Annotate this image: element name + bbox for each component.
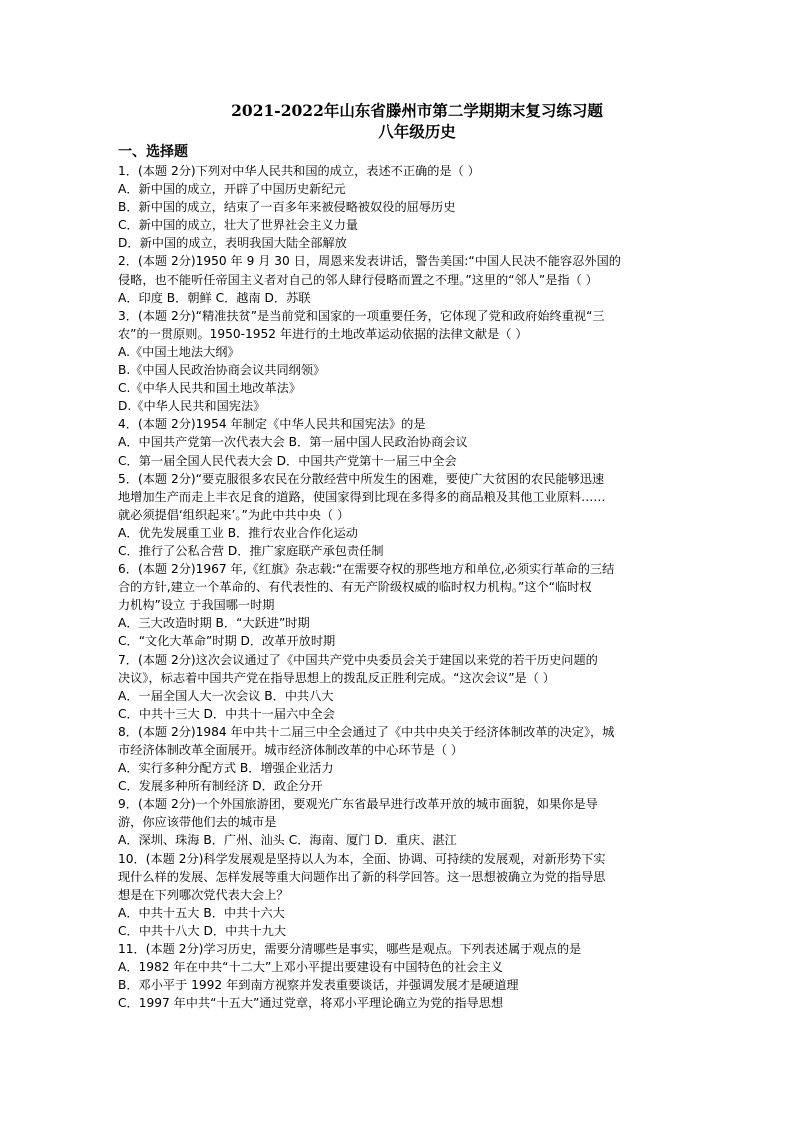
text-line: C．推行了公私合营 D．推广家庭联产承包责任制 — [118, 543, 384, 558]
text-line: B．新中国的成立，结束了一百多年来被侵略被奴役的屈辱历史 — [118, 200, 456, 215]
text-line: C．中共十八大 D．中共十九大 — [118, 923, 287, 938]
text-line: 2．(本题 2分)1950 年 9 月 30 日，周恩来发表讲话，警告美国:“中国人民决不能容忍外国的 — [118, 254, 621, 269]
text-line: 8．(本题 2分)1984 年中共十二届三中全会通过了《中共中央关于经济体制改革的决定》，城 — [118, 724, 615, 739]
text-line: 农”的一贯原则。1950-1952 年进行的土地改革运动依据的法律文献是（ ） — [118, 326, 528, 341]
text-line: C．1997 年中共“十五大”通过党章，将邓小平理论确立为党的指导思想 — [118, 996, 504, 1011]
text-line: 10．(本题 2分)科学发展观是坚持以人为本，全面、协调、可持续的发展观，对新形势下实 — [118, 851, 606, 866]
text-line: 3．(本题 2分)“精准扶贫”是当前党和国家的一项重要任务，它体现了党和政府始终重视“三 — [118, 308, 605, 323]
text-line: 5．(本题 2分)“要克服很多农民在分散经营中所发生的困难，要使广大贫困的农民能够迅速 — [118, 471, 605, 486]
text-line: C．新中国的成立，壮大了世界社会主义力量 — [118, 218, 359, 233]
text-line: A．中国共产党第一次代表大会 B．第一届中国人民政治协商会议 — [118, 435, 468, 450]
text-line: 力机构”设立 于我国哪一时期 — [118, 598, 275, 613]
text-line: A．印度 B．朝鲜 C．越南 D．苏联 — [118, 290, 311, 305]
document-subtitle: 八年级历史 — [378, 122, 456, 141]
text-line: B．邓小平于 1992 年到南方视察并发表重要谈话，并强调发展才是硬道理 — [118, 978, 519, 993]
text-line: 地增加生产而走上丰衣足食的道路，使国家得到比现在多得多的商品粮及其他工业原料…… — [118, 489, 606, 504]
text-line: 游，你应该带他们去的城市是 — [118, 815, 277, 830]
section-heading: 一、选择题 — [118, 144, 188, 160]
document-title: 2021-2022年山东省滕州市第二学期期末复习练习题 — [231, 101, 603, 120]
text-line: C.《中华人民共和国土地改革法》 — [118, 381, 302, 396]
text-line: B.《中国人民政治协商会议共同纲领》 — [118, 363, 326, 378]
text-line: 7．(本题 2分)这次会议通过了《中国共产党中央委员会关于建国以来党的若干历史问题的 — [118, 652, 598, 667]
text-line: 11．(本题 2分)学习历史，需要分清哪些是事实，哪些是观点。下列表述属于观点的是 — [118, 942, 582, 957]
text-line: A．中共十五大 B．中共十六大 — [118, 905, 285, 920]
text-line: C．“文化大革命”时期 D．改革开放时期 — [118, 634, 336, 649]
question-list — [118, 162, 704, 1012]
text-line: 就必须提倡‘组织起来’。”为此中共中央（ ） — [118, 507, 350, 522]
text-line: C．第一届全国人民代表大会 D．中国共产党第十一届三中全会 — [118, 453, 457, 468]
text-line: 侵略，也不能听任帝国主义者对自己的邻人肆行侵略而置之不理。”这里的“邻人”是指（ ） — [118, 272, 598, 287]
text-line: C．中共十三大 D．中共十一届六中全会 — [118, 706, 335, 721]
text-line: 6．(本题 2分)1967 年,《红旗》杂志载:“在需要夺权的那些地方和单位,必须实行革命的三结 — [118, 562, 615, 577]
text-line: D.《中华人民共和国宪法》 — [118, 399, 266, 414]
text-line: 市经济体制改革全面展开。城市经济体制改革的中心环节是（ ） — [118, 743, 464, 757]
text-line: 决议》，标志着中国共产党在指导思想上的拨乱反正胜利完成。“这次会议”是（ ） — [118, 670, 555, 685]
text-line: A．深圳、珠海 B．广州、汕头 C．海南、厦门 D．重庆、湛江 — [118, 833, 457, 848]
text-line: 1．(本题 2分)下列对中华人民共和国的成立，表述不正确的是（ ） — [118, 164, 480, 178]
text-line: A．新中国的成立，开辟了中国历史新纪元 — [118, 182, 346, 197]
text-line: A．1982 年在中共“十二大”上邓小平提出要建设有中国特色的社会主义 — [118, 960, 503, 975]
text-line: A.《中国土地法大纲》 — [118, 344, 240, 359]
text-line: 9．(本题 2分)一个外国旅游团，要观光广东省最早进行改革开放的城市面貌，如果你是导 — [118, 797, 598, 812]
text-line: 4．(本题 2分)1954 年制定《中华人民共和国宪法》的是 — [118, 417, 426, 432]
text-line: A．一届全国人大一次会议 B．中共八大 — [118, 688, 334, 703]
text-line: D．新中国的成立，表明我国大陆全部解放 — [118, 236, 347, 251]
text-line: 合的方针,建立一个革命的、有代表性的、有无产阶级权威的临时权力机构。”这个“临时权 — [118, 580, 592, 595]
text-line: 想是在下列哪次党代表大会上？ — [118, 887, 289, 902]
text-line: C．发展多种所有制经济 D．政企分开 — [118, 779, 323, 794]
text-line: A．三大改造时期 B．“大跃进”时期 — [118, 616, 310, 631]
text-line: 现什么样的发展、怎样发展等重大问题作出了新的科学回答。这一思想被确立为党的指导思 — [118, 869, 606, 884]
text-line: A．优先发展重工业 B．推行农业合作化运动 — [118, 525, 358, 540]
text-line: A．实行多种分配方式 B．增强企业活力 — [118, 761, 334, 776]
